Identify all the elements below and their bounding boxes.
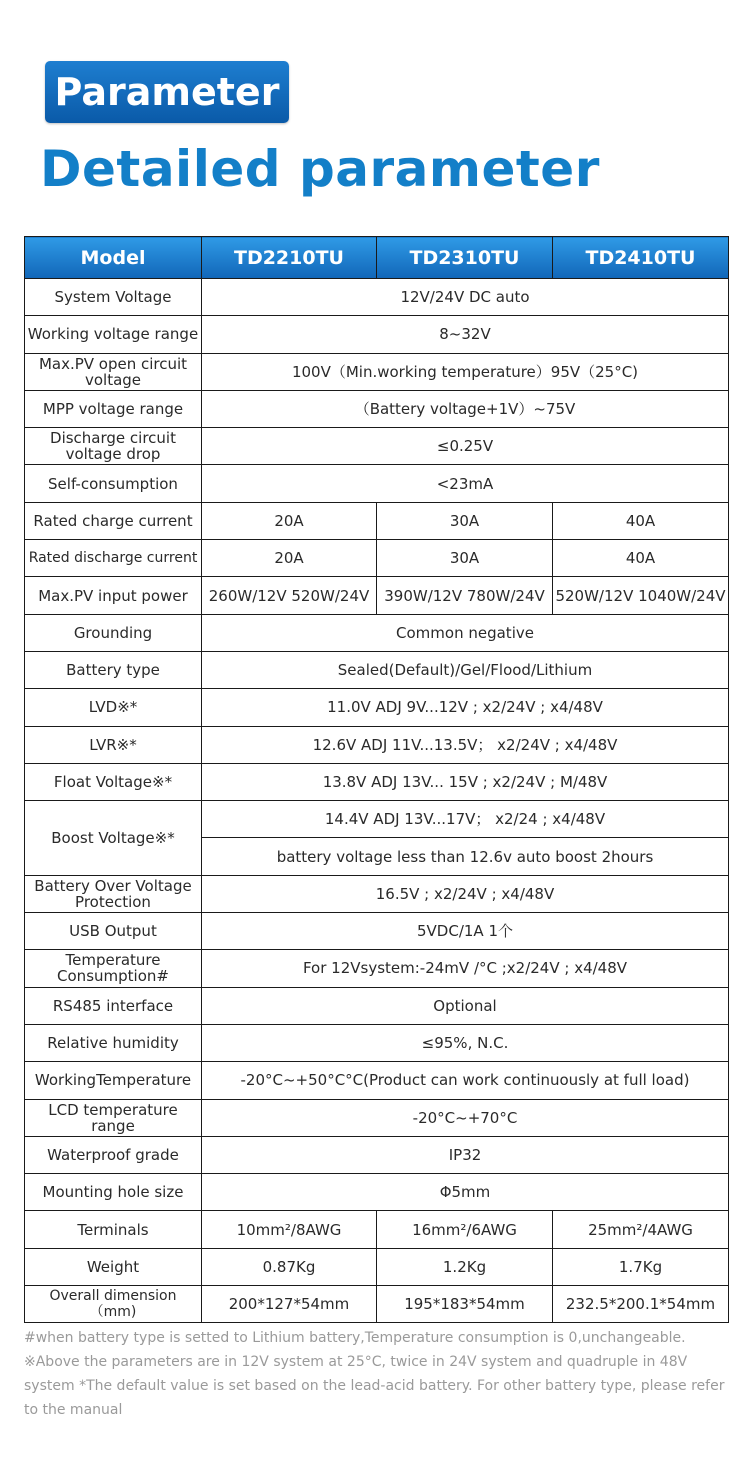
row-label: Mounting hole size [25,1174,202,1211]
table-row [25,1099,729,1136]
row-label: WorkingTemperature [25,1062,202,1099]
cell-td2410tu: 520W/12V 1040W/24V [553,577,729,614]
row-value: 5VDC/1A 1个 [202,913,729,950]
row-value: 16.5V ; x2/24V ; x4/48V [202,875,729,912]
table-row [25,316,729,353]
table-row [25,1211,729,1248]
row-label: System Voltage [25,279,202,316]
row-label: Overall dimension（mm) [25,1286,202,1323]
row-value: -20°C~+50°C°C(Product can work continuously at full load) [202,1062,729,1099]
table-row [25,1062,729,1099]
row-value: For 12Vsystem:-24mV /°C ;x2/24V ; x4/48V [202,950,729,987]
table-row [25,502,729,539]
row-label: Terminals [25,1211,202,1248]
footnote: #when battery type is setted to Lithium battery,Temperature consumption is 0,unchangeable. ※Above the parameters are in 12V system at 25°C, twice in 24V system and quadruple in 48V system *The default value is set based on the lead-acid battery. For other battery type, please refer to the manual [24,1330,725,1418]
row-label: Grounding [25,614,202,651]
cell-td2210tu: 20A [202,540,377,577]
table-row [25,428,729,465]
table-row [25,801,729,838]
cell-td2310tu: 30A [377,502,553,539]
row-label: LVR※* [25,726,202,763]
row-label: Boost Voltage※* [25,801,202,876]
cell-td2410tu: 1.7Kg [553,1248,729,1285]
header-td2210tu: TD2210TU [202,237,377,279]
row-label: Max.PV input power [25,577,202,614]
table-row [25,875,729,912]
cell-td2310tu: 1.2Kg [377,1248,553,1285]
row-value: ≤95%, N.C. [202,1024,729,1061]
cell-td2210tu: 260W/12V 520W/24V [202,577,377,614]
row-label: USB Output [25,913,202,950]
row-label: Rated charge current [25,502,202,539]
row-value: Optional [202,987,729,1024]
cell-td2210tu: 200*127*54mm [202,1286,377,1323]
row-value: 12.6V ADJ 11V...13.5V； x2/24V ; x4/48V [202,726,729,763]
row-value: 13.8V ADJ 13V... 15V ; x2/24V ; M/48V [202,763,729,800]
header-td2310tu: TD2310TU [377,237,553,279]
row-label: LVD※* [25,689,202,726]
table-row [25,279,729,316]
row-label: Self-consumption [25,465,202,502]
row-label: Waterproof grade [25,1136,202,1173]
table-row [25,689,729,726]
cell-td2310tu: 30A [377,540,553,577]
table-row [25,651,729,688]
table-row [25,726,729,763]
cell-td2310tu: 16mm²/6AWG [377,1211,553,1248]
table-row [25,614,729,651]
table-row [25,1286,729,1323]
row-value: 100V（Min.working temperature）95V（25°C) [202,353,729,390]
row-value: ≤0.25V [202,428,729,465]
row-label: MPP voltage range [25,390,202,427]
table-row [25,763,729,800]
cell-td2210tu: 0.87Kg [202,1248,377,1285]
row-label: Float Voltage※* [25,763,202,800]
parameter-table [24,236,729,1323]
table-header-row [25,237,729,279]
table-row [25,1136,729,1173]
cell-td2310tu: 390W/12V 780W/24V [377,577,553,614]
cell-td2410tu: 232.5*200.1*54mm [553,1286,729,1323]
cell-td2410tu: 40A [553,502,729,539]
row-label: Battery Over Voltage Protection [25,875,202,912]
table-row [25,987,729,1024]
cell-td2410tu: 40A [553,540,729,577]
table-row [25,465,729,502]
header-model: Model [25,237,202,279]
row-value: 8~32V [202,316,729,353]
table-row [25,913,729,950]
table-row [25,1024,729,1061]
row-value: IP32 [202,1136,729,1173]
table-row [25,353,729,390]
cell-td2310tu: 195*183*54mm [377,1286,553,1323]
row-label: Working voltage range [25,316,202,353]
header-td2410tu: TD2410TU [553,237,729,279]
row-value: -20°C~+70°C [202,1099,729,1136]
row-value: （Battery voltage+1V）~75V [202,390,729,427]
row-value: <23mA [202,465,729,502]
table-row [25,540,729,577]
section-badge: Parameter [45,61,289,123]
row-label: RS485 interface [25,987,202,1024]
cell-td2210tu: 10mm²/8AWG [202,1211,377,1248]
row-label: Temperature Consumption# [25,950,202,987]
row-value: Common negative [202,614,729,651]
row-label: LCD temperature range [25,1099,202,1136]
row-value: Sealed(Default)/Gel/Flood/Lithium [202,651,729,688]
row-label: Rated discharge current [25,540,202,577]
row-label: Weight [25,1248,202,1285]
table-row [25,1174,729,1211]
row-value-secondary: battery voltage less than 12.6v auto boost 2hours [202,838,729,875]
row-value: 14.4V ADJ 13V...17V； x2/24 ; x4/48V [202,801,729,838]
table-row [25,577,729,614]
row-label: Discharge circuit voltage drop [25,428,202,465]
table-row [25,1248,729,1285]
page-title: Detailed parameter [40,140,600,198]
row-value: 11.0V ADJ 9V...12V ; x2/24V ; x4/48V [202,689,729,726]
cell-td2210tu: 20A [202,502,377,539]
row-label: Max.PV open circuit voltage [25,353,202,390]
row-label: Relative humidity [25,1024,202,1061]
row-value: Φ5mm [202,1174,729,1211]
table-row [25,950,729,987]
row-value: 12V/24V DC auto [202,279,729,316]
row-label: Battery type [25,651,202,688]
table-row [25,390,729,427]
cell-td2410tu: 25mm²/4AWG [553,1211,729,1248]
